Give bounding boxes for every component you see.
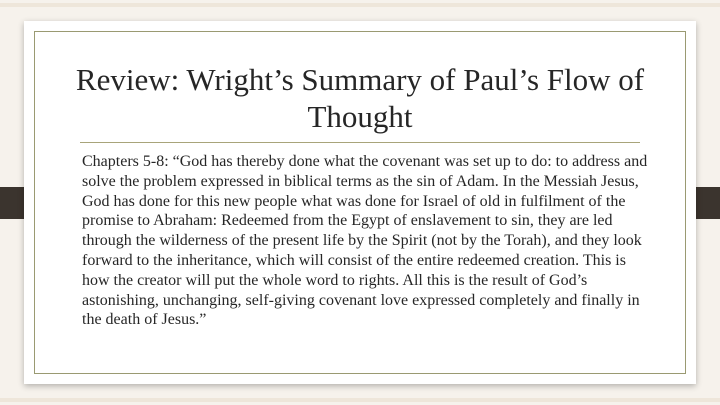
- slide-body-text: Chapters 5-8: “God has thereby done what the covenant was set up to do: to address and solve the problem expressed in biblical terms as the sin of Adam. In the Messiah Jesus, God has done for this new people what was done for Israel of old in fulfilment of the promise to Abraham: Redeemed from the Egypt of enslavement to sin, they are led through the wilderness of the present life by the Spirit (not by the Torah), and they look forward to the inheritance, which will consist of the entire redeemed creation. This is how the creator will put the whole word to rights. All this is the result of God’s astonishing, unchanging, self-giving covenant love expressed completely and finally in the death of Jesus.”: [82, 153, 648, 329]
- slide-card: [24, 21, 696, 384]
- background-stripe-bottom: [0, 398, 720, 402]
- background-stripe-top: [0, 3, 720, 7]
- slide-title: Review: Wright’s Summary of Paul’s Flow of Thought: [75, 62, 645, 134]
- title-divider: [80, 142, 640, 143]
